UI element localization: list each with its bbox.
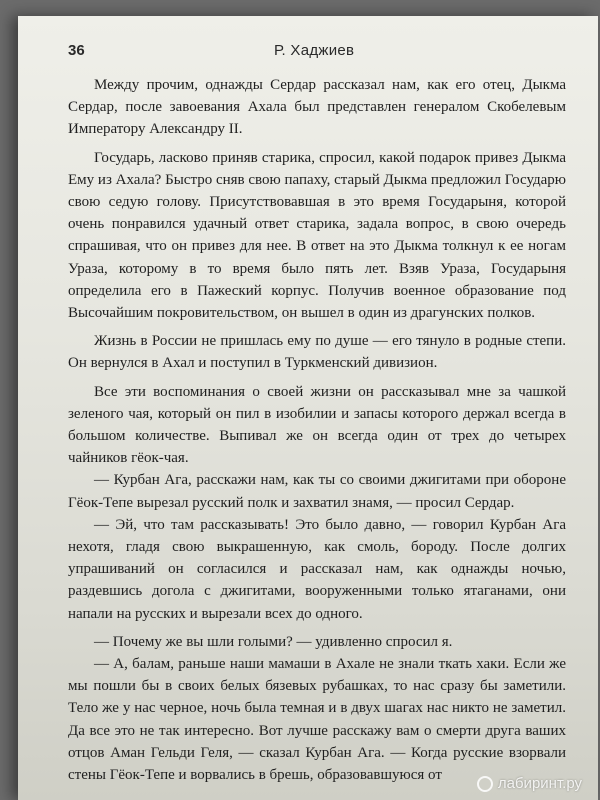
labirint-watermark: [477, 775, 582, 792]
paragraph-8: — А, балам, раньше наши мамаши в Ахале не знали ткать хаки. Если же мы пошли бы в своих белых бязевых рубашках, то нас сразу бы заметили. Тело же у нас черное, ночь была темная и в двух шагах нас никто не заметил. Да все это не так интересно. Вот лучше расскажу вам о смерти друга ваших отцов Аман Гельди Геля, — сказал Курбан Ага. — Когда русские взорвали стены Гёок-Тепе и ворвались в брешь, образовавшуюся от: [68, 656, 566, 784]
paragraph-3: Жизнь в России не пришлась ему по душе — его тянуло в родные степи. Он вернулся в Ахал и поступил в Туркменский дивизион.: [68, 333, 566, 372]
book-page: [18, 16, 598, 800]
watermark-text: лабиринт.ру: [497, 775, 582, 792]
page-number: 36: [68, 42, 85, 59]
paragraph-5: — Курбан Ага, расскажи нам, как ты со своими джигитами при обороне Гёок-Тепе вырезал русский полк и захватил знамя, — просил Сердар.: [68, 472, 566, 511]
paragraph-7: — Почему же вы шли голыми? — удивленно спросил я.: [94, 633, 453, 650]
paragraph-2: Государь, ласково приняв старика, спросил, какой подарок привез Дыкма Ему из Ахала? Быстро сняв свою папаху, старый Дыкма предложил Государю свою седую голову. Присутствовавшая в это время Государыня, которой очень понравился удачный ответ старика, задала вопрос, в свою очередь спрашивая, что он привез для нее. В ответ на это Дыкма толкнул к ее ногам Ураза, которому в то время было пять лет. Взяв Ураза, Государыня определила его в Пажеский корпус. Получив военное образование под Высочайшим покровительством, он вышел в один из драгунских полков.: [68, 149, 566, 322]
paragraph-6: — Эй, что там рассказывать! Это было давно, — говорил Курбан Ага нехотя, гладя свою выкрашенную, как смоль, бороду. После долгих упрашиваний он согласился и рассказал нам, как однажды ночью, раздевшись догола с джигитами, вооруженными только ятаганами, они напали на русских и вырезали всех до одного.: [68, 516, 566, 622]
labirint-logo-icon: [477, 776, 493, 792]
running-head-author: Р. Хаджиев: [274, 42, 355, 59]
paragraph-1: Между прочим, однажды Сердар рассказал нам, как его отец, Дыкма Сердар, после завоевания Ахала был представлен генералом Скобелевым Императору Александру II.: [68, 77, 566, 138]
paragraph-4: Все эти воспоминания о своей жизни он рассказывал мне за чашкой зеленого чая, который он пил в изобилии и запасы которого держал всегда в большом количестве. Выпивал же он всегда один от трех до четырех чайников гёок-чая.: [68, 383, 566, 467]
running-header: [68, 42, 568, 66]
page-text: [68, 74, 566, 786]
